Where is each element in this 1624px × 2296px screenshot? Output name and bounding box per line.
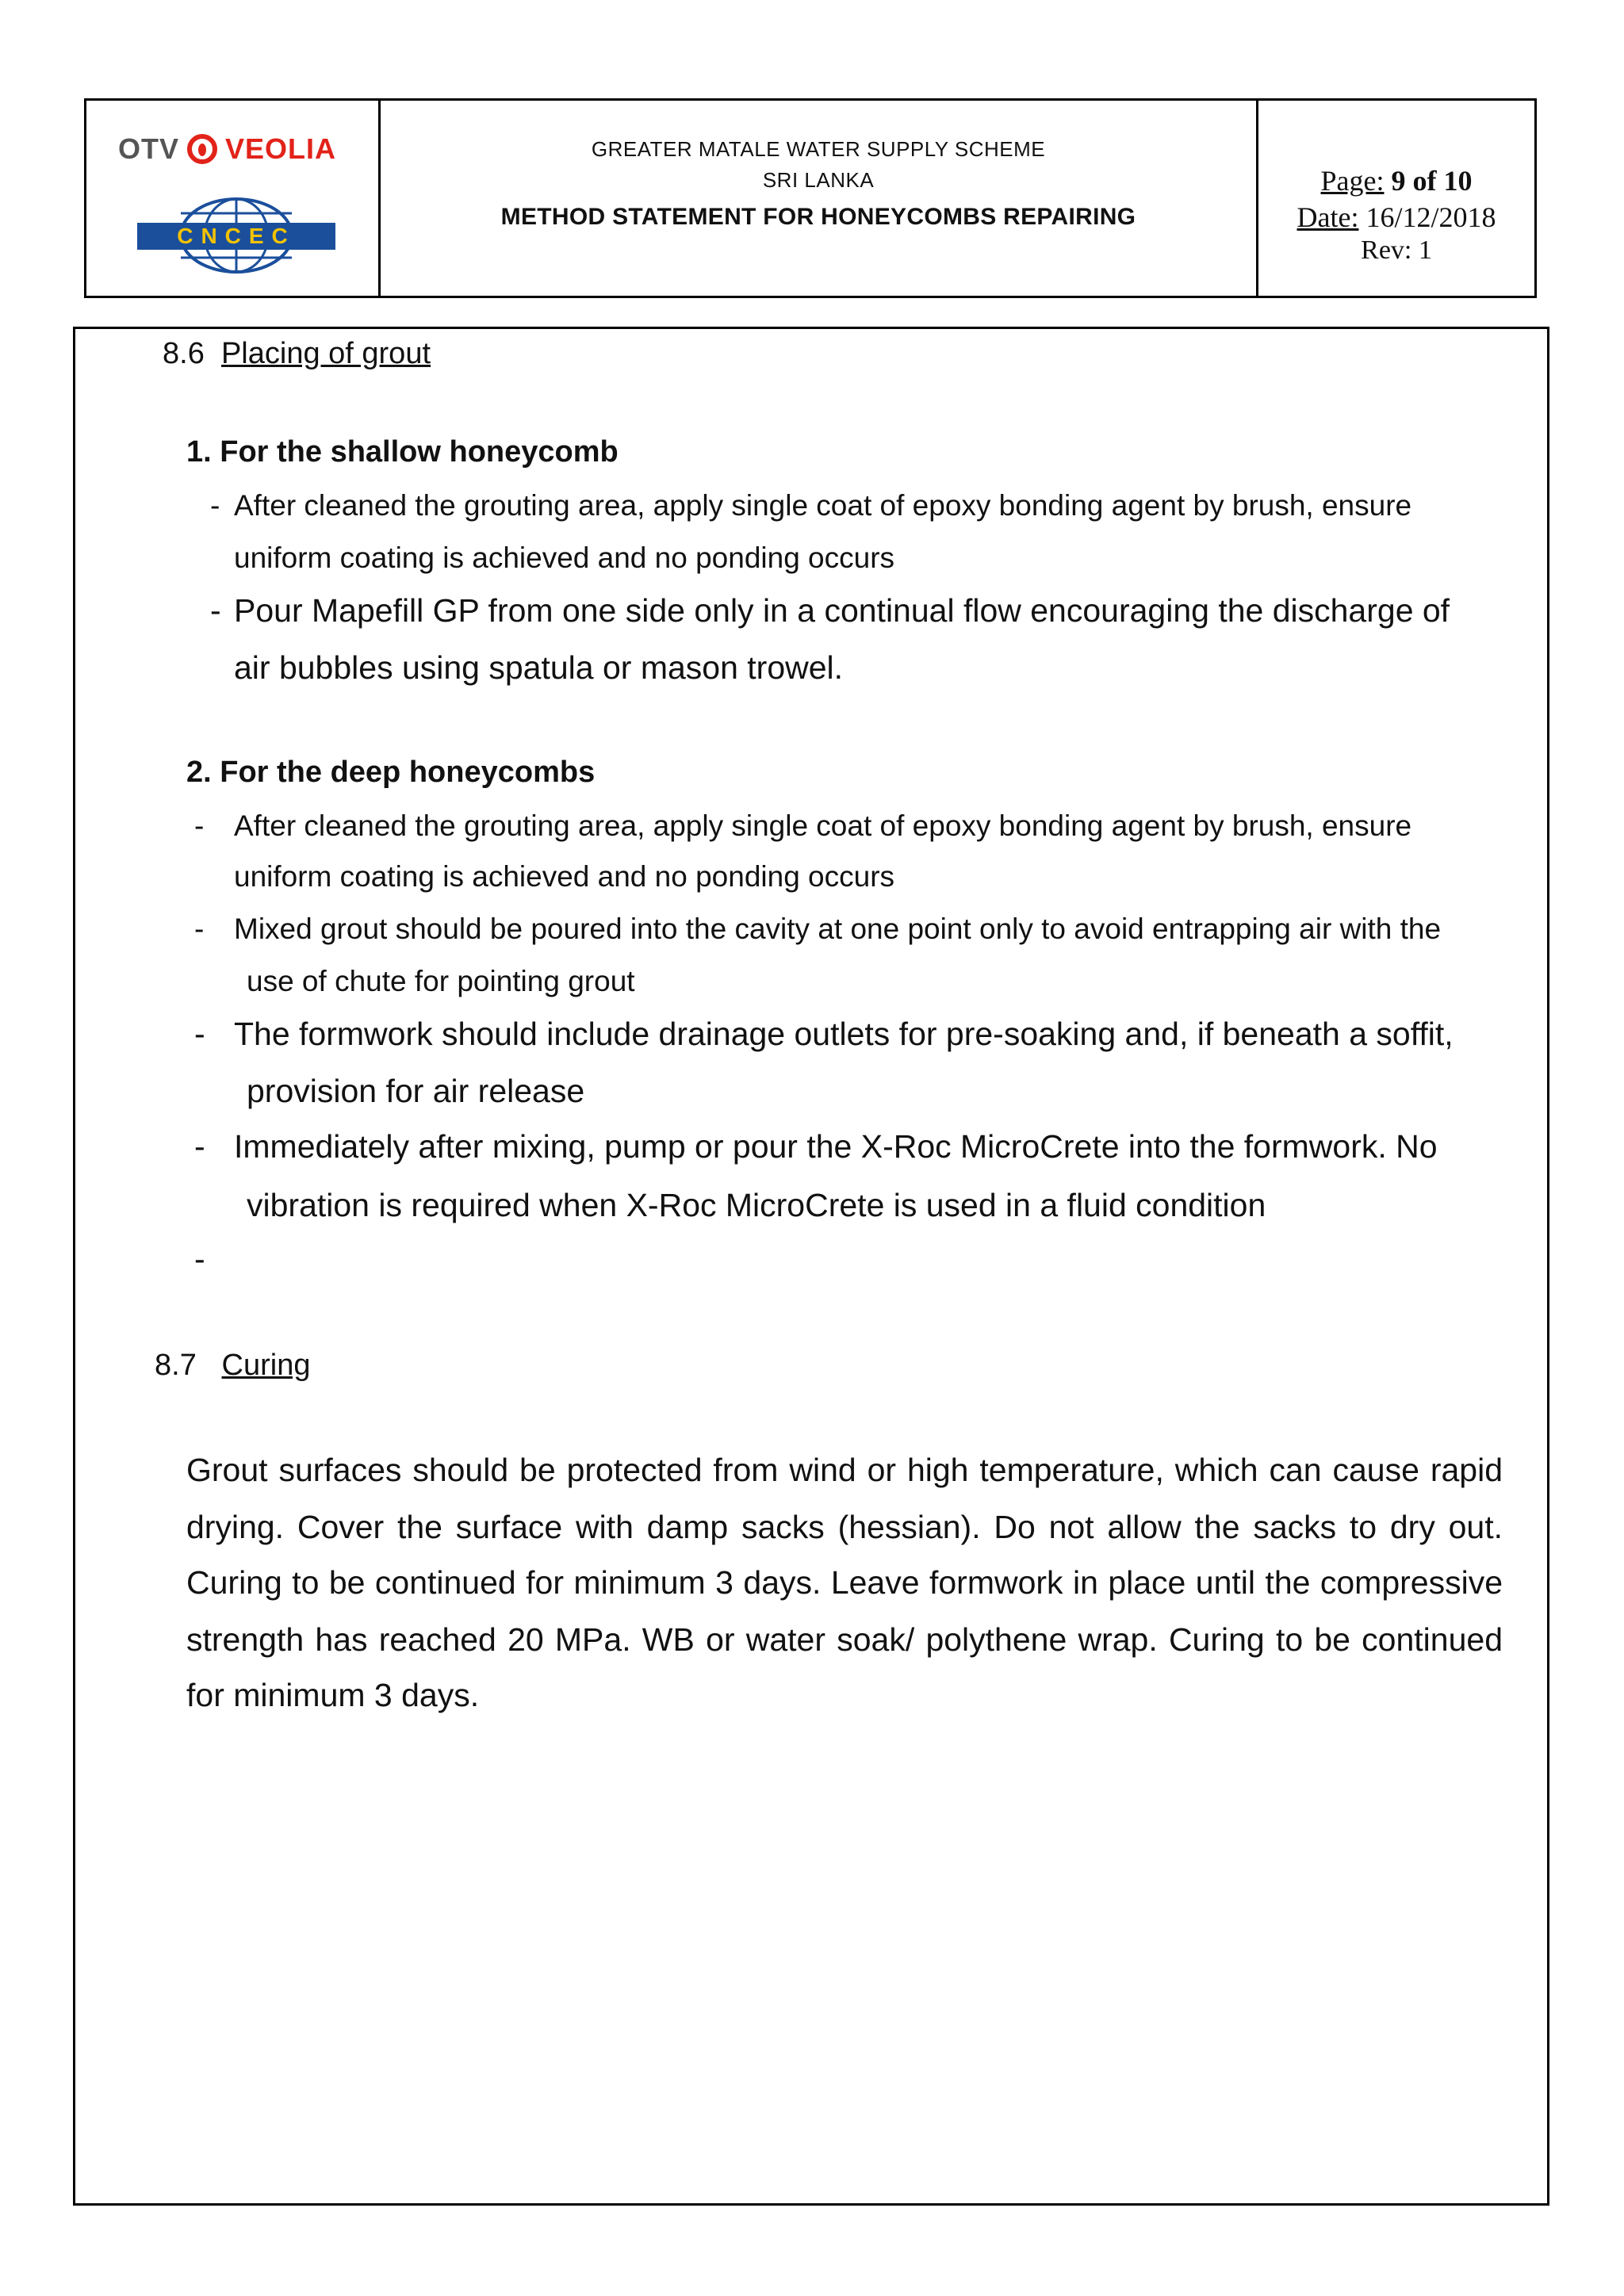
list-item-line: Immediately after mixing, pump or pour the X-Roc MicroCrete into the formwork. No: [234, 1128, 1438, 1165]
list-item-line: vibration is required when X-Roc MicroCrete is used in a fluid condition: [247, 1187, 1266, 1223]
list-bullet: -: [194, 1016, 205, 1052]
list-bullet: -: [194, 1241, 205, 1277]
meta-cell: [1258, 101, 1534, 296]
paragraph-line: for minimum 3 days.: [186, 1677, 480, 1713]
otv-logo-text: OTV: [118, 132, 180, 165]
list-bullet: -: [210, 592, 221, 629]
list-item-line: uniform coating is achieved and no ponding occurs: [234, 860, 895, 893]
content-frame: [73, 327, 1549, 2206]
title-cell: [381, 101, 1258, 296]
document-title: METHOD STATEMENT FOR HONEYCOMBS REPAIRING: [500, 204, 1136, 230]
section-8-6-heading: [163, 337, 431, 371]
document-header: [84, 98, 1537, 298]
revision: Rev: 1: [1361, 235, 1432, 265]
section-number: 8.7: [155, 1349, 197, 1382]
list-bullet: -: [194, 913, 205, 945]
cncec-logo: [137, 196, 335, 275]
list-item-line: air bubbles using spatula or mason trowel.: [234, 649, 844, 686]
date-value: 16/12/2018: [1365, 201, 1496, 233]
subsection-heading: 2. For the deep honeycombs: [186, 756, 596, 789]
page-label: Page:: [1320, 165, 1385, 197]
list-item-line: Pour Mapefill GP from one side only in a continual flow encouraging the discharge of: [234, 592, 1450, 629]
svg-text:CNCEC: CNCEC: [177, 224, 296, 248]
document-date: [1258, 201, 1534, 234]
otv-veolia-logo: [118, 132, 336, 166]
project-name: GREATER MATALE WATER SUPPLY SCHEME: [591, 137, 1046, 161]
date-label: Date:: [1297, 201, 1359, 233]
list-bullet: -: [194, 1128, 205, 1165]
section-number: 8.6: [163, 337, 205, 370]
paragraph-line: Curing to be continued for minimum 3 days. Leave formwork in place until the compressive: [186, 1564, 1503, 1601]
subsection-heading: 1. For the shallow honeycomb: [186, 435, 619, 469]
list-item-line: uniform coating is achieved and no ponding occurs: [234, 541, 895, 574]
logo-cell: [86, 101, 381, 296]
list-item-line: use of chute for pointing grout: [247, 965, 635, 997]
section-8-7-heading: [155, 1349, 310, 1383]
veolia-logo-text: VEOLIA: [225, 132, 337, 165]
section-title: Curing: [221, 1349, 311, 1382]
paragraph-line: drying. Cover the surface with damp sacks (hessian). Do not allow the sacks to dry out.: [186, 1509, 1503, 1545]
list-bullet: -: [210, 489, 220, 522]
page-number: [1258, 164, 1534, 197]
list-bullet: -: [194, 809, 205, 842]
section-title: Placing of grout: [220, 337, 431, 370]
page-value: 9 of 10: [1391, 165, 1473, 197]
list-item-line: After cleaned the grouting area, apply single coat of epoxy bonding agent by brush, ensure: [234, 809, 1412, 842]
list-item-line: The formwork should include drainage outlets for pre-soaking and, if beneath a soffit,: [234, 1016, 1454, 1052]
paragraph-line: Grout surfaces should be protected from wind or high temperature, which can cause rapid: [186, 1452, 1503, 1488]
list-item-line: provision for air release: [247, 1073, 585, 1109]
paragraph-line: strength has reached 20 MPa. WB or water soak/ polythene wrap. Curing to be continued: [186, 1621, 1503, 1658]
country-name: SRI LANKA: [762, 168, 875, 192]
list-item-line: After cleaned the grouting area, apply single coat of epoxy bonding agent by brush, ensure: [234, 489, 1412, 522]
veolia-emblem-icon: [187, 134, 217, 164]
list-item-line: Mixed grout should be poured into the cavity at one point only to avoid entrapping air with the: [234, 913, 1442, 945]
